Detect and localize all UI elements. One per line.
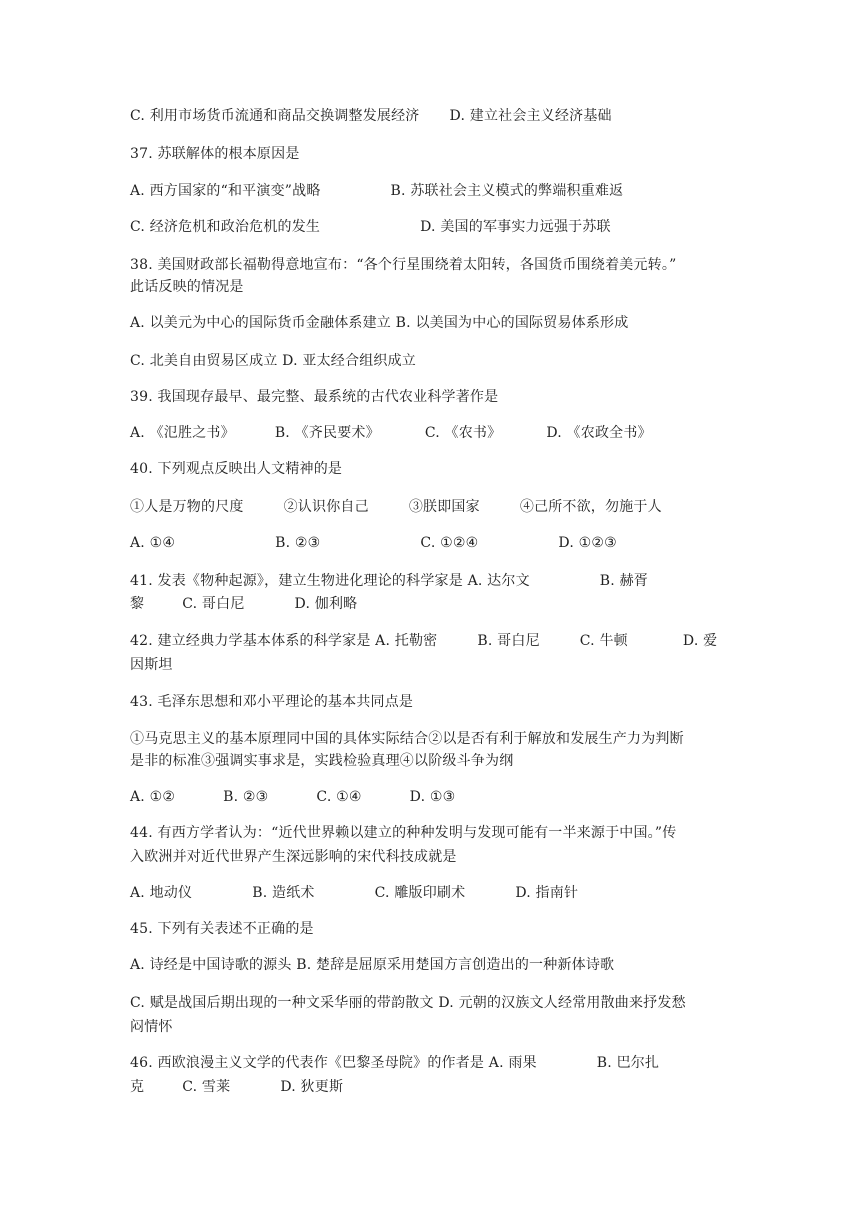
text-line [130, 496, 662, 518]
text-segment: D. ①②③ [558, 535, 617, 551]
text-segment: 43. 毛泽东思想和邓小平理论的基本共同点是 [130, 694, 414, 710]
text-segment: D. 《农政全书》 [546, 425, 652, 441]
text-segment: 40. 下列观点反映出人文精神的是 [130, 461, 343, 477]
text-line [130, 1076, 343, 1098]
text-line [130, 143, 300, 165]
text-segment: B. 赫胥 [599, 573, 648, 589]
text-segment: 此话反映的情况是 [130, 279, 244, 295]
text-segment: C. 雪莱 [182, 1079, 231, 1095]
text-line [130, 750, 513, 772]
text-segment: D. 伽利略 [294, 596, 358, 612]
text-line [130, 593, 357, 615]
text-segment: C. ①②④ [420, 535, 479, 551]
text-line [130, 1052, 659, 1074]
text-segment: 39. 我国现存最早、最完整、最系统的古代农业科学著作是 [130, 389, 499, 405]
text-line [130, 822, 676, 844]
text-segment: B. ②③ [275, 535, 321, 551]
text-segment: A. ①② [130, 789, 176, 805]
text-segment: 42. 建立经典力学基本体系的科学家是 A. 托勒密 [130, 633, 438, 649]
text-segment: 46. 西欧浪漫主义文学的代表作《巴黎圣母院》的作者是 A. 雨果 [130, 1055, 537, 1071]
text-line [130, 312, 628, 334]
text-segment: A. 以美元为中心的国际货币金融体系建立 B. 以美国为中心的国际贸易体系形成 [130, 315, 629, 331]
text-segment: 是非的标准③强调实事求是，实践检验真理④以阶级斗争为纲 [130, 753, 514, 769]
text-segment: C. 雕版印刷术 [374, 885, 466, 901]
text-segment: B. 苏联社会主义模式的弊端积重难返 [390, 183, 624, 199]
text-segment: 38. 美国财政部长福勒得意地宣布：“各个行星围绕着太阳转，各国货币围绕着美元转。” [130, 257, 677, 273]
text-segment: D. 狄更斯 [280, 1079, 344, 1095]
text-line [130, 105, 612, 127]
text-segment: 41. 发表《物种起源》，建立生物进化理论的科学家是 A. 达尔文 [130, 573, 530, 589]
text-segment: C. 北美自由贸易区成立 D. 亚太经合组织成立 [130, 353, 416, 369]
text-line [130, 386, 498, 408]
text-line [130, 918, 314, 940]
text-segment: 因斯坦 [130, 657, 173, 673]
text-line [130, 882, 578, 904]
text-segment: C. 经济危机和政治危机的发生 [130, 219, 321, 235]
text-line [130, 422, 652, 444]
text-line [130, 654, 173, 676]
text-segment: D. 指南针 [515, 885, 579, 901]
text-segment: B. ②③ [223, 789, 269, 805]
text-segment: C. 《农书》 [424, 425, 502, 441]
text-line [130, 180, 623, 202]
text-line [130, 846, 457, 868]
text-segment: C. 牛顿 [579, 633, 628, 649]
text-line [130, 458, 342, 480]
text-segment: B. 造纸术 [252, 885, 315, 901]
text-segment: B. 哥白尼 [477, 633, 540, 649]
text-segment: D. 美国的军事实力远强于苏联 [420, 219, 611, 235]
text-segment: B. 《齐民要术》 [274, 425, 380, 441]
text-line [130, 216, 611, 238]
text-segment: 44. 有西方学者认为：“近代世界赖以建立的种种发明与发现可能有一半来源于中国。”传 [130, 825, 677, 841]
text-line [130, 992, 686, 1014]
text-segment: A. 西方国家的“和平演变”战略 [130, 183, 321, 199]
text-segment: C. 利用市场货币流通和商品交换调整发展经济 [130, 108, 420, 124]
text-line [130, 350, 416, 372]
text-segment: A. ①④ [130, 535, 176, 551]
text-segment: ④己所不欲，勿施于人 [519, 499, 662, 515]
text-line [130, 786, 455, 808]
text-segment: ①人是万物的尺度 [130, 499, 244, 515]
text-segment: ②认识你自己 [283, 499, 369, 515]
text-line [130, 532, 617, 554]
text-segment: 黎 [130, 596, 145, 612]
text-segment: 45. 下列有关表述不正确的是 [130, 921, 314, 937]
text-segment: C. 哥白尼 [182, 596, 245, 612]
text-segment: 37. 苏联解体的根本原因是 [130, 146, 300, 162]
text-line [130, 570, 648, 592]
text-line [130, 691, 413, 713]
text-segment: 克 [130, 1079, 145, 1095]
text-segment: ③朕即国家 [408, 499, 480, 515]
text-line [130, 254, 676, 276]
text-segment: D. ①③ [409, 789, 456, 805]
text-segment: C. ①④ [316, 789, 362, 805]
text-segment: 闷情怀 [130, 1019, 173, 1035]
text-segment: D. 建立社会主义经济基础 [449, 108, 612, 124]
text-line [130, 954, 614, 976]
text-segment: ①马克思主义的基本原理同中国的具体实际结合②以是否有利于解放和发展生产力为判断 [130, 731, 684, 747]
text-segment: A. 诗经是中国诗歌的源头 B. 楚辞是屈原采用楚国方言创造出的一种新体诗歌 [130, 957, 615, 973]
text-segment: 入欧洲并对近代世界产生深远影响的宋代科技成就是 [130, 849, 457, 865]
text-segment: B. 巴尔扎 [596, 1055, 660, 1071]
text-line [130, 630, 717, 652]
text-segment: D. 爱 [682, 633, 718, 649]
text-segment: A. 《氾胜之书》 [130, 425, 235, 441]
text-line [130, 728, 684, 750]
text-line [130, 1016, 173, 1038]
text-segment: A. 地动仪 [130, 885, 193, 901]
text-line [130, 276, 244, 298]
text-segment: C. 赋是战国后期出现的一种文采华丽的带韵散文 D. 元朝的汉族文人经常用散曲来抒发愁 [130, 995, 686, 1011]
